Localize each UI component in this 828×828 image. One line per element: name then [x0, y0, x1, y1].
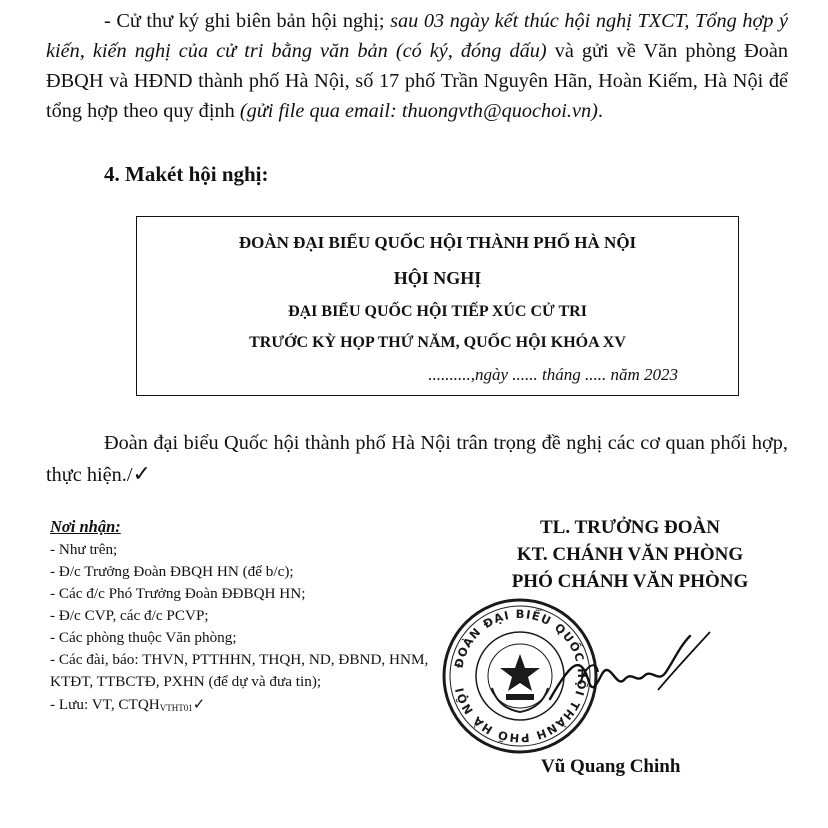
recipients-title: Nơi nhận:: [50, 517, 121, 536]
recipient-item: - Đ/c Trưởng Đoàn ĐBQH HN (để b/c);: [50, 563, 294, 580]
initial-mark-small-icon: ✓: [192, 695, 206, 713]
recipients-block: [50, 517, 450, 719]
banner-organization: ĐOÀN ĐẠI BIỂU QUỐC HỘI THÀNH PHỐ HÀ NỘI: [238, 233, 637, 252]
conference-banner-box: [136, 216, 739, 396]
recipient-item: - Các phòng thuộc Văn phòng;: [50, 629, 237, 646]
para1-italic-1: sau 03 ngày kết thúc hội nghị TXCT, Tổng hợp ý kiến, kiến nghị của cử tri bằng văn bản (có ký, đóng dấu): [46, 10, 788, 62]
para1-italic-email: (gửi file qua email: thuongvth@quochoi.vn): [239, 100, 598, 122]
archive-code: VTHT01: [159, 703, 193, 713]
recipient-item: - Như trên;: [50, 541, 118, 558]
banner-title: HỘI NGHỊ: [393, 268, 482, 288]
archive-label: - Lưu: VT, CTQH: [50, 696, 160, 713]
paragraph-instructions: [46, 6, 788, 126]
signer-name: Vũ Quang Chinh: [541, 756, 681, 777]
banner-subtitle-1: ĐẠI BIỂU QUỐC HỘI TIẾP XÚC CỬ TRI: [288, 303, 587, 320]
closing-text: Đoàn đại biểu Quốc hội thành phố Hà Nội trân trọng đề nghị các cơ quan phối hợp, thực hiện./: [46, 432, 788, 486]
section-heading-maket: 4. Makét hội nghị:: [104, 162, 269, 186]
paragraph-closing: [46, 428, 788, 491]
recipient-item: - Các đài, báo: THVN, PTTHHN, THQH, ND, ĐBND, HNM, KTĐT, TTBCTĐ, PXHN (để dự và đưa tin);: [50, 651, 429, 690]
banner-date-line: ..........,ngày ...... tháng ..... năm 2023: [428, 365, 678, 384]
signer-line-3: PHÓ CHÁNH VĂN PHÒNG: [511, 571, 749, 592]
seal-text: ĐOÀN ĐẠI BIỂU QUỐC HỘI THÀNH PHỐ HÀ NỘI: [451, 606, 590, 746]
signer-line-2: KT. CHÁNH VĂN PHÒNG: [516, 544, 744, 565]
handwritten-signature-icon: [540, 624, 720, 724]
recipient-item-archive: [50, 693, 450, 719]
para1-text-3: .: [597, 100, 603, 122]
para1-text-2: và gửi về Văn phòng Đoàn ĐBQH và HĐND thành phố Hà Nội, số 17 phố Trần Nguyên Hãn, Hoàn Kiếm, Hà Nội để tổng hợp theo quy định: [46, 40, 789, 122]
signer-block: [470, 514, 790, 595]
recipient-item: - Các đ/c Phó Trưởng Đoàn ĐĐBQH HN;: [50, 585, 306, 602]
initial-mark-icon: ✓: [132, 462, 151, 487]
banner-subtitle-2: TRƯỚC KỲ HỌP THỨ NĂM, QUỐC HỘI KHÓA XV: [249, 334, 626, 351]
para1-text-1: - Cử thư ký ghi biên bản hội nghị;: [104, 10, 391, 32]
recipient-item: - Đ/c CVP, các đ/c PCVP;: [50, 607, 209, 624]
signer-line-1: TL. TRƯỞNG ĐOÀN: [540, 517, 720, 538]
